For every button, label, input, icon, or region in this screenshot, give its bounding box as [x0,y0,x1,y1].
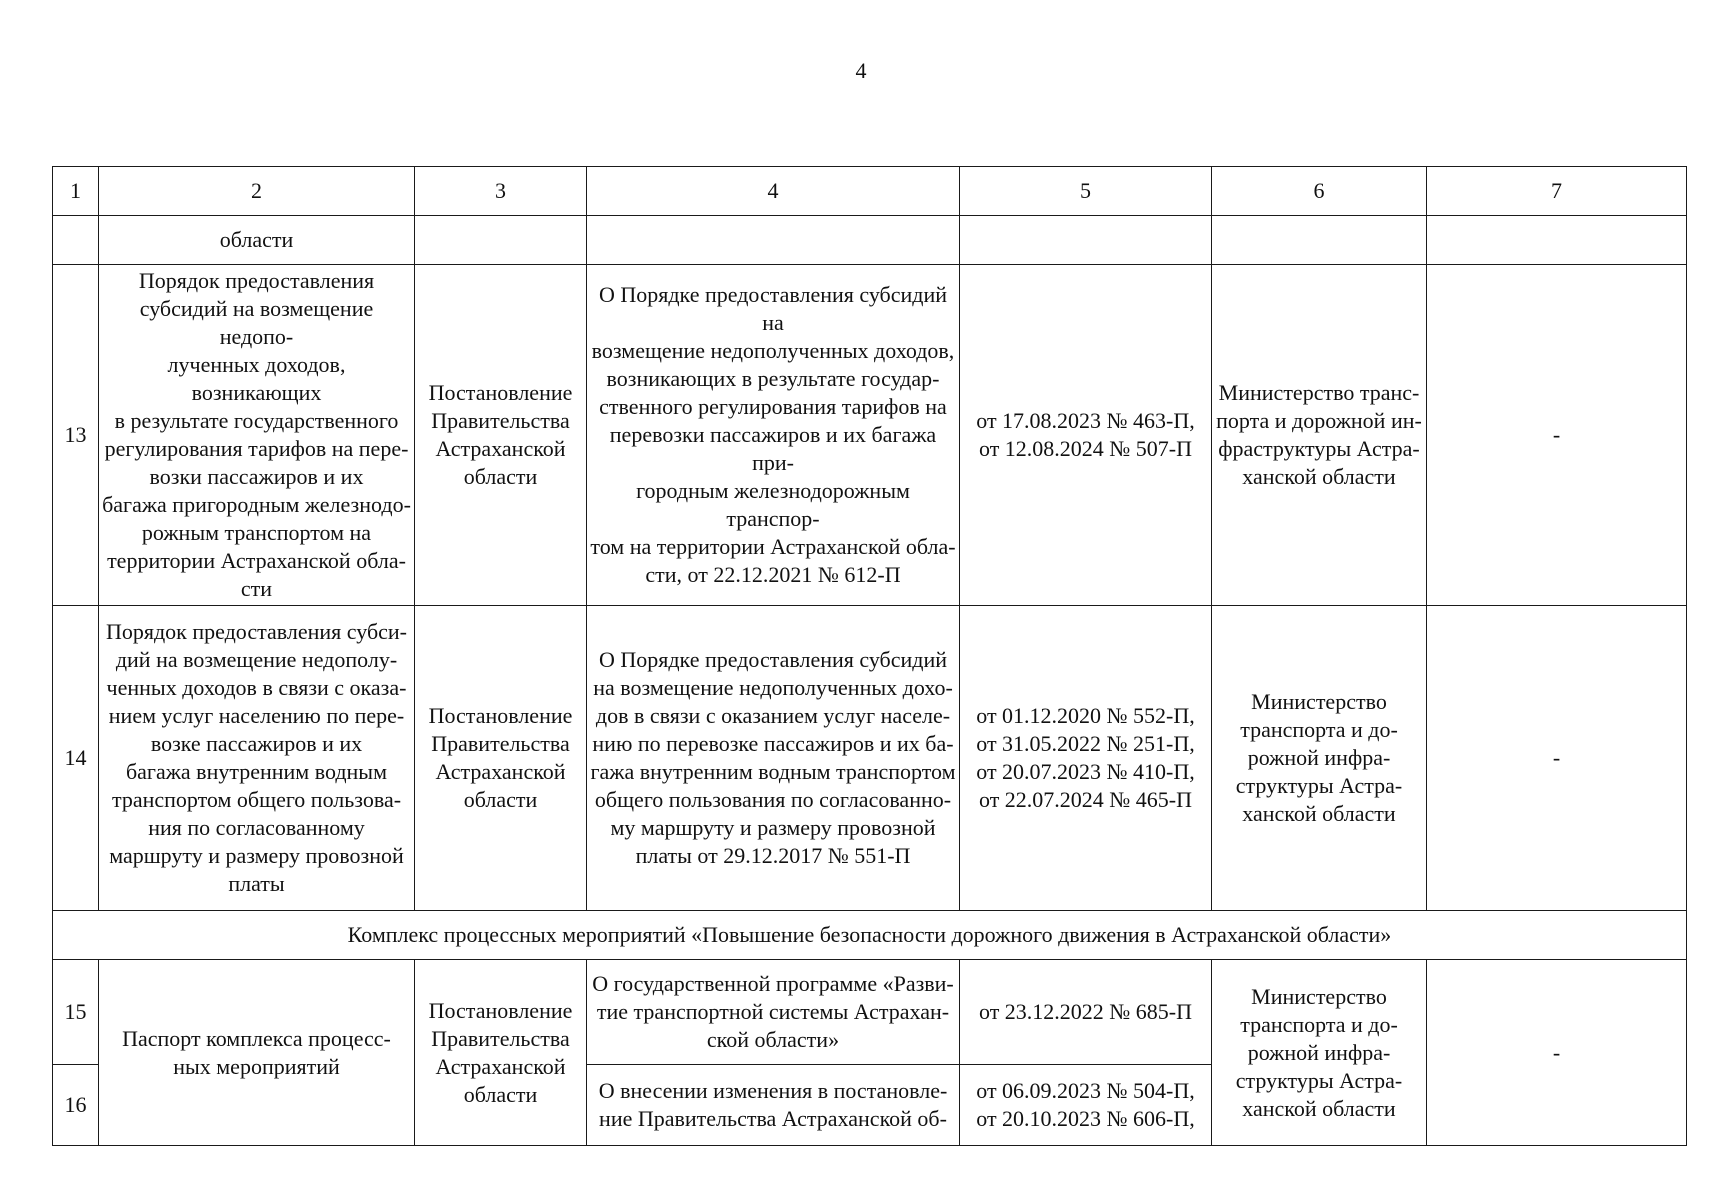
section-title: Комплекс процессных мероприятий «Повышение безопасности дорожного движения в Астраханской области» [53,911,1687,960]
row-number: 14 [53,606,99,911]
header-cell-7: 7 [1427,167,1687,216]
page-number: 4 [855,58,867,83]
row-title: О внесении изменения в постановле- ние Правительства Астраханской об- [587,1065,960,1146]
table-row [53,606,1687,911]
row-number: 13 [53,265,99,606]
table-row [53,960,1687,1065]
header-cell-4: 4 [587,167,960,216]
header-cell-1: 1 [53,167,99,216]
row-name: Порядок предоставления субсидий на возмещение недопо- лученных доходов, возникающих в результате государственного регулирования тарифов на пере- возки пассажиров и их багажа пригородным железнодо- рожным транспортом на территории Астраханской обла- сти [99,265,415,606]
continuation-row [53,216,1687,265]
column-number-row [53,167,1687,216]
continuation-amendments [960,216,1212,265]
row-responsible: Министерство транспорта и до- рожной инфра- структуры Астра- ханской области [1212,606,1427,911]
continuation-responsible [1212,216,1427,265]
row-doc-type: Постановление Правительства Астраханской области [415,265,587,606]
continuation-name: области [99,216,415,265]
row-col7: - [1427,606,1687,911]
group-col7: - [1427,960,1687,1146]
continuation-col7 [1427,216,1687,265]
registry-table [52,166,1687,1146]
continuation-title [587,216,960,265]
header-cell-6: 6 [1212,167,1427,216]
row-number: 16 [53,1065,99,1146]
row-title: О государственной программе «Разви- тие транспортной системы Астрахан- ской области» [587,960,960,1065]
group-doc-type: Постановление Правительства Астраханской области [415,960,587,1146]
group-responsible: Министерство транспорта и до- рожной инфра- структуры Астра- ханской области [1212,960,1427,1146]
table-row [53,265,1687,606]
row-doc-type: Постановление Правительства Астраханской области [415,606,587,911]
row-col7: - [1427,265,1687,606]
continuation-doc-type [415,216,587,265]
group-name: Паспорт комплекса процесс- ных мероприятий [99,960,415,1146]
section-header-row [53,911,1687,960]
row-amendments: от 17.08.2023 № 463-П, от 12.08.2024 № 507-П [960,265,1212,606]
row-responsible: Министерство транс- порта и дорожной ин- фраструктуры Астра- ханской области [1212,265,1427,606]
header-cell-2: 2 [99,167,415,216]
continuation-num [53,216,99,265]
row-amendments: от 23.12.2022 № 685-П [960,960,1212,1065]
row-amendments: от 06.09.2023 № 504-П, от 20.10.2023 № 606-П, [960,1065,1212,1146]
row-title: О Порядке предоставления субсидий на возмещение недополученных доходов, возникающих в результате государ- ственного регулирования тарифов на перевозки пассажиров и их багажа при- городным железнодорожным транспор- том на территории Астраханской обла- сти, от 22.12.2021 № 612-П [587,265,960,606]
row-name: Порядок предоставления субси- дий на возмещение недополу- ченных доходов в связи с оказа- нием услуг населению по пере- возке пассажиров и их багажа внутренним водным транспортом общего пользова- ния по согласованному маршруту и размеру провозной платы [99,606,415,911]
row-number: 15 [53,960,99,1065]
header-cell-3: 3 [415,167,587,216]
row-amendments: от 01.12.2020 № 552-П, от 31.05.2022 № 251-П, от 20.07.2023 № 410-П, от 22.07.2024 № 465-П [960,606,1212,911]
row-title: О Порядке предоставления субсидий на возмещение недополученных дохо- дов в связи с оказанием услуг населе- нию по перевозке пассажиров и их ба- гажа внутренним водным транспортом общего пользования по согласованно- му маршруту и размеру провозной платы от 29.12.2017 № 551-П [587,606,960,911]
header-cell-5: 5 [960,167,1212,216]
